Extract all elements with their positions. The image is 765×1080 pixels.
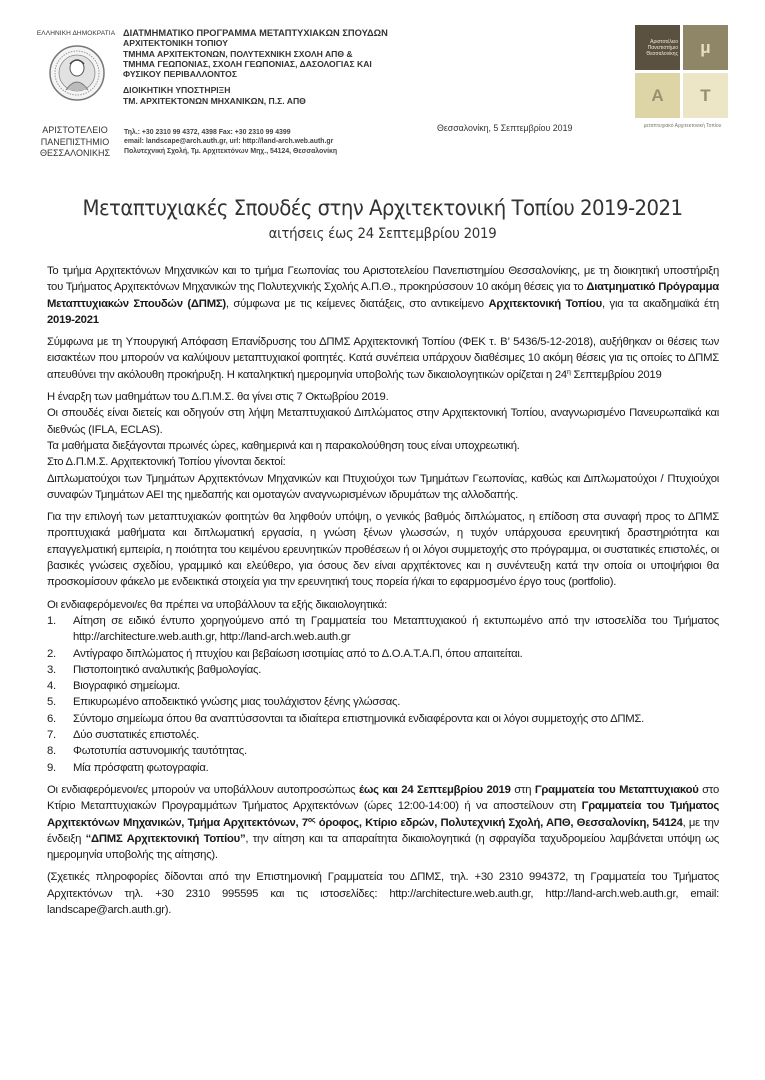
attendance-paragraph: Τα μαθήματα διεξάγονται πρωινές ώρες, καθημερινά και η παρακολούθηση τους είναι υποχρεωτική.	[47, 439, 520, 452]
text: , με την ένδειξη	[47, 816, 720, 845]
decision-paragraph	[47, 334, 719, 383]
envelope-label: “ΔΠΜΣ Αρχιτεκτονική Τοπίου”	[85, 832, 246, 845]
text: Οι ενδιαφερόμενοι/ες μπορούν να υποβάλλουν αυτοπροσώπως	[47, 783, 359, 796]
submission-paragraph	[47, 782, 719, 863]
contact-address: Πολυτεχνική Σχολή, Τμ. Αρχιτεκτόνων Μηχ., 54124, Θεσσαλονίκη	[124, 147, 338, 155]
list-text: Μία πρόσφατη φωτογραφία.	[73, 761, 209, 774]
list-number: 4.	[47, 680, 56, 693]
academic-years: 2019-2021	[47, 313, 99, 326]
department-block	[123, 28, 413, 106]
list-text: Φωτοτυπία αστυνομικής ταυτότητας.	[73, 745, 247, 758]
support-line: ΤΜ. ΑΡΧΙΤΕΚΤΟΝΩΝ ΜΗΧΑΝΙΚΩΝ, Π.Σ. ΑΠΘ	[123, 95, 306, 106]
mailing-address-cont: όροφος, Κτίριο εδρών, Πολυτεχνική Σχολή, ΑΠΘ, Θεσσαλονίκη, 54124	[315, 816, 683, 829]
program-line: ΑΡΧΙΤΕΚΤΟΝΙΚΗ ΤΟΠΙΟΥ	[123, 38, 228, 49]
list-text: Αντίγραφο διπλώματος ή πτυχίου και βεβαίωση ισοτιμίας από το Δ.Ο.Α.Τ.Α.Π, όπου απαιτείται.	[73, 647, 523, 660]
list-text: Δύο συστατικές επιστολές.	[73, 729, 200, 742]
deadline: έως και 24 Σεπτεμβρίου 2019	[359, 783, 511, 796]
contact-phone: Τηλ.: +30 2310 99 4372, 4398 Fax: +30 2310 99 4399	[124, 129, 291, 136]
selection-criteria-paragraph: Για την επιλογή των μεταπτυχιακών φοιτητών θα ληφθούν υπόψη, ο γενικός βαθμός διπλώματος, η επίδοση στα συναφή προς το ΔΠΜΣ προπτυχιακά μαθήματα και διπλωματική εργασία, η γνώση ξένων γλωσσών, η τυχόν υπάρχουσα ερευνητική δραστηριότητα και επαγγελματική εμπειρία, η ποιότητα του κειμένου ερευνητικών προθέσεων ή οι λόγοι συμμετοχής στο πρόγραμμα, οι συστατικές επιστολές, οι βασικές γνώσεις σχεδίου, γραμμικό και ελεύθερο, για όσους δεν είναι αρχιτέκτονες και η συνέντευξη κατά την οποία οι υποψήφιοι θα προσκομίσουν φάκελο με ενδεικτικά στοιχεία για την ερευνητική τους πορεία ή/και το εφαρμοσμένο έργο τους (portfolio).	[47, 511, 719, 589]
program-logo	[635, 25, 730, 129]
list-text: Βιογραφικό σημείωμα.	[73, 680, 181, 693]
secretariat-name: Γραμματεία του Μεταπτυχιακού	[534, 783, 699, 796]
support-line: ΔΙΟΙΚΗΤΙΚΗ ΥΠΟΣΤΗΡΙΞΗ	[123, 85, 231, 96]
university-seal-icon	[48, 44, 106, 102]
list-item	[47, 727, 719, 743]
logo-text-line: Αριστοτέλειο	[650, 38, 678, 45]
list-text: Αίτηση σε ειδικό έντυπο χορηγούμενο από τη Γραμματεία του Μεταπτυχιακού ή εκτυπωμένο από την ιστοσελίδα του Τμήματος http://architecture.web.auth.gr, http://land-arch.web.auth.gr	[73, 614, 719, 644]
info-paragraph: (Σχετικές πληροφορίες δίδονται από την Επιστημονική Γραμματεία του ΔΠΜΣ, τηλ. +30 2310 994372, τη Γραμματεία του Τμήματος Αρχιτεκτόνων τηλ. +30 2310 995595 και τις ιστοσελίδες: http://architecture.web.auth.gr, http://land-arch.web.auth.gr, email: landscape@arch.auth.gr).	[47, 871, 719, 916]
logo-cell-mu: μ	[683, 25, 728, 70]
list-item	[47, 711, 719, 727]
text: , την αίτηση και τα απαραίτητα δικαιολογητικά (η σφραγίδα ταχυδρομείου λαμβάνεται υπόψη ως ημερομηνία υποβολής της αίτησης).	[47, 832, 720, 862]
list-item	[47, 646, 719, 662]
list-number: 9.	[47, 761, 56, 774]
list-number: 1.	[47, 614, 56, 627]
start-date-paragraph: Η έναρξη των μαθημάτων του Δ.Π.Μ.Σ. θα γίνει στις 7 Οκτωβρίου 2019.	[47, 391, 389, 404]
text: Σύμφωνα με τη Υπουργική Απόφαση Επανίδρυσης του ΔΠΜΣ Αρχιτεκτονική Τοπίου (ΦΕΚ τ. Β’ 5436/5-12-2018), αυξήθηκαν οι θέσεις των εισακτέων που μπορούν να καλύψουν μεταπτυχιακοί φοιτητές. Κατά συνέπεια υπάρχουν διαθέσιμες 10 ακόμη θέσεις για τις οποίες το ΔΠΜΣ απευθύνει την ακόλουθη προκήρυξη. Η καταληκτική ημερομηνία υποβολής των δικαιολογητικών ορίζεται η 24	[47, 336, 719, 381]
contact-email-url[interactable]: email: landscape@arch.auth.gr, url: http://land-arch.web.auth.gr	[124, 138, 334, 146]
documents-list	[47, 613, 719, 776]
list-item	[47, 613, 719, 646]
intro-paragraph	[47, 263, 719, 328]
program-line: ΦΥΣΙΚΟΥ ΠΕΡΙΒΑΛΛΟΝΤΟΣ	[123, 69, 237, 80]
university-name-line: ΠΑΝΕΠΙΣΤΗΜΙΟ	[40, 136, 110, 147]
list-text: Σύντομο σημείωμα όπου θα αναπτύσσονται τα ιδιαίτερα επιστημονικά ενδιαφέροντα και οι λόγοι συμμετοχής στο ΔΠΜΣ.	[73, 712, 645, 725]
documents-heading: Οι ενδιαφερόμενοι/ες θα πρέπει να υποβάλλουν τα εξής δικαιολογητικά:	[47, 598, 387, 611]
mailing-address: Γραμματεία του Τμήματος Αρχιτεκτόνων Μηχανικών, Τμήμα Αρχιτεκτόνων, 7	[47, 800, 719, 829]
text: στη	[510, 783, 535, 796]
university-name-line: ΑΡΙΣΤΟΤΕΛΕΙΟ	[42, 125, 108, 135]
list-text: Επικυρωμένο αποδεικτικό γνώσης μιας τουλάχιστον ξένης γλώσσας.	[73, 696, 401, 709]
university-name	[30, 125, 120, 160]
list-item	[47, 678, 719, 694]
duration-paragraph: Οι σπουδές είναι διετείς και οδηγούν στη λήψη Μεταπτυχιακού Διπλώματος στην Αρχιτεκτονική Τοπίου, αναγνωρισμένο Πανευρωπαϊκά και διεθνώς (IFLA, ECLAS).	[47, 407, 719, 436]
contact-block	[124, 128, 414, 156]
eligibility-heading: Στο Δ.Π.Μ.Σ. Αρχιτεκτονική Τοπίου γίνονται δεκτοί:	[47, 456, 286, 469]
list-item	[47, 743, 719, 759]
ordinal-suffix: η	[566, 368, 571, 376]
logo-cell-tau: Τ	[683, 73, 728, 118]
subject-name: Αρχιτεκτονική Τοπίου	[488, 297, 603, 310]
page-title: Μεταπτυχιακές Σπουδές στην Αρχιτεκτονική Τοπίου 2019-2021	[82, 196, 683, 220]
document-date: Θεσσαλονίκη, 5 Σεπτεμβρίου 2019	[437, 123, 573, 133]
logo-text-line: Πανεπιστήμιο	[647, 44, 678, 51]
text: στο Κτίριο Μεταπτυχιακών Προγραμμάτων Τμήματος Αρχιτεκτόνων (ώρες 12:00-14:00) ή να αποστείλουν στη	[47, 783, 719, 813]
list-item	[47, 662, 719, 678]
eligibility-paragraph: Διπλωματούχοι των Τμημάτων Αρχιτεκτόνων Μηχανικών και Πτυχιούχοι των Τμημάτων Γεωπονίας, καθώς και Διπλωματούχοι / Πτυχιούχοι συναφών Τμημάτων ΑΕΙ της ημεδαπής και ομοταγών αναγνωρισμένων ιδρυμάτων της αλλοδαπής.	[47, 472, 719, 501]
list-number: 3.	[47, 663, 56, 676]
text: Σεπτεμβρίου 2019	[570, 368, 662, 381]
university-name-line: ΘΕΣΣΑΛΟΝΙΚΗΣ	[39, 148, 111, 158]
text: Το τμήμα Αρχιτεκτόνων Μηχανικών και το τμήμα Γεωπονίας του Αριστοτελείου Πανεπιστημίου Θεσσαλονίκης, με τη διοικητική υποστήριξη του Τμήματος Αρχιτεκτόνων Μηχανικών της Πολυτεχνικής Σχολής Α.Π.Θ., προκηρύσσουν 10 ακόμη θέσεις για το	[47, 265, 719, 294]
program-line: ΤΜΗΜΑ ΑΡΧΙΤΕΚΤΟΝΩΝ, ΠΟΛΥΤΕΧΝΙΚΗ ΣΧΟΛΗ ΑΠΘ &	[123, 48, 353, 59]
program-name: Διατμηματικό Πρόγραμμα Μεταπτυχιακών Σπουδών (ΔΠΜΣ)	[47, 281, 719, 310]
program-line: ΔΙΑΤΜΗΜΑΤΙΚΟ ΠΡΟΓΡΑΜΜΑ ΜΕΤΑΠΤΥΧΙΑΚΩΝ ΣΠΟΥΔΩΝ	[123, 28, 388, 38]
ordinal-suffix: ος	[307, 816, 316, 824]
list-number: 8.	[47, 745, 56, 758]
list-number: 5.	[47, 696, 56, 709]
list-item	[47, 760, 719, 776]
logo-text-line: Θεσσαλονίκης	[646, 50, 678, 57]
logo-cell-university	[635, 25, 680, 70]
document-body	[47, 263, 719, 924]
page-subtitle: αιτήσεις έως 24 Σεπτεμβρίου 2019	[268, 226, 497, 242]
list-number: 7.	[47, 729, 56, 742]
republic-label: ΕΛΛΗΝΙΚΗ ΔΗΜΟΚΡΑΤΙΑ	[36, 30, 116, 37]
logo-caption: μεταπτυχιακό Αρχιτεκτονική Τοπίου	[643, 123, 722, 129]
text: , σύμφωνα με τις κείμενες διατάξεις, στο αντικείμενο	[225, 297, 489, 310]
list-number: 2.	[47, 647, 56, 660]
list-text: Πιστοποιητικό αναλυτικής βαθμολογίας.	[73, 663, 262, 676]
program-line: ΤΜΗΜΑ ΓΕΩΠΟΝΙΑΣ, ΣΧΟΛΗ ΓΕΩΠΟΝΙΑΣ, ΔΑΣΟΛΟΓΙΑΣ ΚΑΙ	[123, 58, 372, 69]
text: , για τα ακαδημαϊκά έτη	[602, 297, 720, 310]
list-item	[47, 694, 719, 710]
list-number: 6.	[47, 712, 56, 725]
logo-cell-alpha: Α	[635, 73, 680, 118]
